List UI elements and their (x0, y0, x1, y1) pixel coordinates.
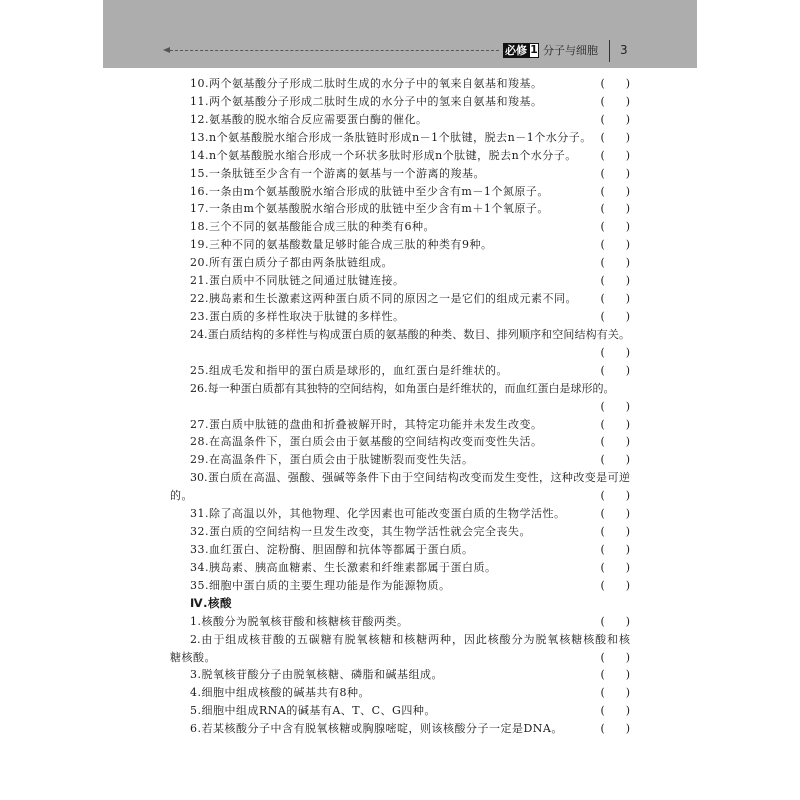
question-text: 23.蛋白质的多样性取决于肽键的多样性。 (190, 309, 405, 323)
question-item (170, 290, 630, 308)
answer-blank: ( ) (600, 77, 630, 90)
question-text: 3.脱氧核苷酸分子由脱氧核糖、磷脂和碱基组成。 (190, 668, 443, 682)
answer-blank: ( ) (600, 417, 630, 431)
answer-blank: ( ) (600, 184, 630, 198)
answer-blank: ( ) (600, 453, 630, 467)
question-item (170, 165, 630, 183)
question-line (170, 487, 630, 505)
question-text: 12.氨基酸的脱水缩合反应需要蛋白酶的催化。 (190, 112, 428, 126)
question-text: 11.两个氨基酸分子形成二肽时生成的水分子中的氢来自氨基和羧基。 (190, 94, 543, 108)
question-item (170, 183, 630, 201)
question-item (170, 720, 630, 738)
question-item (170, 272, 630, 290)
answer-blank: ( ) (600, 489, 630, 503)
question-text: 29.在高温条件下，蛋白质会由于肽键断裂而变性失活。 (190, 453, 474, 467)
question-text: 31.除了高温以外，其他物理、化学因素也可能改变蛋白质的生物学活性。 (190, 507, 566, 521)
question-item (170, 666, 630, 684)
question-item (170, 684, 630, 702)
question-text: 1.核酸分为脱氧核苷酸和核糖核苷酸两类。 (190, 614, 409, 628)
question-text: 糖核酸。 (170, 650, 216, 664)
header-separator (609, 40, 610, 62)
question-text: 20.所有蛋白质分子都由两条肽链组成。 (190, 256, 393, 270)
book-tag-label: 必修 (505, 44, 527, 57)
page-number: 3 (620, 43, 628, 57)
question-text: 18.三个不同的氨基酸能合成三肽的种类有6种。 (190, 220, 435, 234)
question-item (170, 254, 630, 272)
question-item (170, 236, 630, 254)
question-item (170, 451, 630, 469)
question-item (170, 631, 630, 667)
arrow-left-icon (163, 47, 170, 53)
answer-blank: ( ) (600, 686, 630, 700)
question-line (170, 469, 630, 487)
question-text: 27.蛋白质中肽链的盘曲和折叠被解开时，其特定功能并未发生改变。 (190, 417, 543, 431)
header-dashed-rule (170, 50, 499, 51)
question-item (170, 523, 630, 541)
question-item (170, 326, 630, 362)
question-text: 6.若某核酸分子中含有脱氧核糖或胸腺嘧啶，则该核酸分子一定是DNA。 (190, 722, 563, 736)
question-item (170, 559, 630, 577)
question-text: 16.一条由m个氨基酸脱水缩合形成的肽链中至少含有m－1个氮原子。 (190, 184, 549, 198)
answer-blank: ( ) (600, 256, 630, 270)
answer-blank: ( ) (600, 507, 630, 521)
answer-blank: ( ) (600, 220, 630, 234)
question-item (170, 218, 630, 236)
answer-blank: ( ) (600, 668, 630, 682)
answer-blank: ( ) (600, 94, 630, 108)
answer-blank: ( ) (600, 722, 630, 736)
answer-blank: ( ) (600, 202, 630, 216)
answer-blank: ( ) (600, 650, 630, 664)
question-item (170, 702, 630, 720)
question-item (170, 308, 630, 326)
question-text: 25.组成毛发和指甲的蛋白质是球形的，血红蛋白是纤维状的。 (190, 363, 508, 377)
question-text: 2.由于组成核苷酸的五碳糖有脱氧核糖和核糖两种，因此核酸分为脱氧核糖核酸和核 (190, 632, 630, 646)
question-line (170, 649, 630, 667)
question-text: 13.n个氨基酸脱水缩合形成一条肽链时形成n－1个肽键，脱去n－1个水分子。 (190, 130, 592, 144)
question-text: 32.蛋白质的空间结构一旦发生改变，其生物学活性就会完全丧失。 (190, 525, 531, 539)
answer-blank: ( ) (600, 560, 630, 574)
question-item (170, 147, 630, 165)
question-item (170, 93, 630, 111)
answer-blank: ( ) (600, 345, 630, 359)
book-title: 分子与细胞 (543, 44, 598, 57)
question-item (170, 577, 630, 595)
question-text: 28.在高温条件下，蛋白质会由于氨基酸的空间结构改变而变性失活。 (190, 435, 543, 449)
question-text: 的。 (170, 489, 193, 503)
answer-blank: ( ) (600, 542, 630, 556)
question-text: 5.细胞中组成RNA的碱基有A、T、C、G四种。 (190, 704, 436, 718)
book-tag (503, 43, 539, 58)
question-item (170, 505, 630, 523)
question-text: 24.蛋白质结构的多样性与构成蛋白质的氨基酸的种类、数目、排列顺序和空间结构有关。 (190, 327, 630, 341)
answer-blank: ( ) (600, 614, 630, 628)
question-item (170, 416, 630, 434)
answer-blank: ( ) (600, 525, 630, 539)
answer-blank: ( ) (600, 148, 630, 162)
question-line (170, 398, 630, 416)
question-text: 19.三种不同的氨基酸数量足够时能合成三肽的种类有9种。 (190, 238, 493, 252)
question-item (170, 200, 630, 218)
question-item (170, 433, 630, 451)
question-item (170, 380, 630, 416)
question-text: 26.每一种蛋白质都有其独特的空间结构，如角蛋白是纤维状的，而血红蛋白是球形的。 (190, 381, 615, 395)
question-text: 34.胰岛素、胰高血糖素、生长激素和纤维素都属于蛋白质。 (190, 560, 497, 574)
section-heading-text: Ⅳ.核酸 (190, 595, 233, 610)
question-text: 21.蛋白质中不同肽链之间通过肽键连接。 (190, 274, 405, 288)
answer-blank: ( ) (600, 363, 630, 377)
answer-blank: ( ) (600, 166, 630, 180)
question-item (170, 541, 630, 559)
question-text: 22.胰岛素和生长激素这两种蛋白质不同的原因之一是它们的组成元素不同。 (190, 292, 577, 306)
question-item (170, 111, 630, 129)
answer-blank: ( ) (600, 274, 630, 288)
question-item (170, 613, 630, 631)
answer-blank: ( ) (600, 435, 630, 449)
answer-blank: ( ) (600, 130, 630, 144)
question-line (170, 326, 630, 344)
answer-blank: ( ) (600, 292, 630, 306)
book-tag-number: 1 (530, 43, 538, 56)
question-item (170, 129, 630, 147)
question-line (170, 631, 630, 649)
question-line (170, 380, 630, 398)
question-text: 35.细胞中蛋白质的主要生理功能是作为能源物质。 (190, 578, 451, 592)
question-text: 30.蛋白质在高温、强酸、强碱等条件下由于空间结构改变而发生变性，这种改变是可逆 (190, 471, 630, 485)
question-item (170, 362, 630, 380)
question-line (170, 344, 630, 362)
question-item (170, 469, 630, 505)
question-text: 10.两个氨基酸分子形成二肽时生成的水分子中的氧来自氨基和羧基。 (190, 77, 543, 90)
answer-blank: ( ) (600, 309, 630, 323)
answer-blank: ( ) (600, 112, 630, 126)
answer-blank: ( ) (600, 399, 630, 413)
answer-blank: ( ) (600, 704, 630, 718)
question-text: 14.n个氨基酸脱水缩合形成一个环状多肽时形成n个肽键，脱去n个水分子。 (190, 148, 577, 162)
answer-blank: ( ) (600, 578, 630, 592)
page-header (103, 0, 697, 68)
question-text: 4.细胞中组成核酸的碱基共有8种。 (190, 686, 370, 700)
question-item (170, 75, 630, 93)
question-list (170, 75, 630, 738)
question-text: 17.一条由m个氨基酸脱水缩合形成的肽链中至少含有m＋1个氧原子。 (190, 202, 549, 216)
section-heading (170, 595, 630, 613)
question-text: 15.一条肽链至少含有一个游离的氨基与一个游离的羧基。 (190, 166, 485, 180)
question-text: 33.血红蛋白、淀粉酶、胆固醇和抗体等都属于蛋白质。 (190, 542, 474, 556)
answer-blank: ( ) (600, 238, 630, 252)
